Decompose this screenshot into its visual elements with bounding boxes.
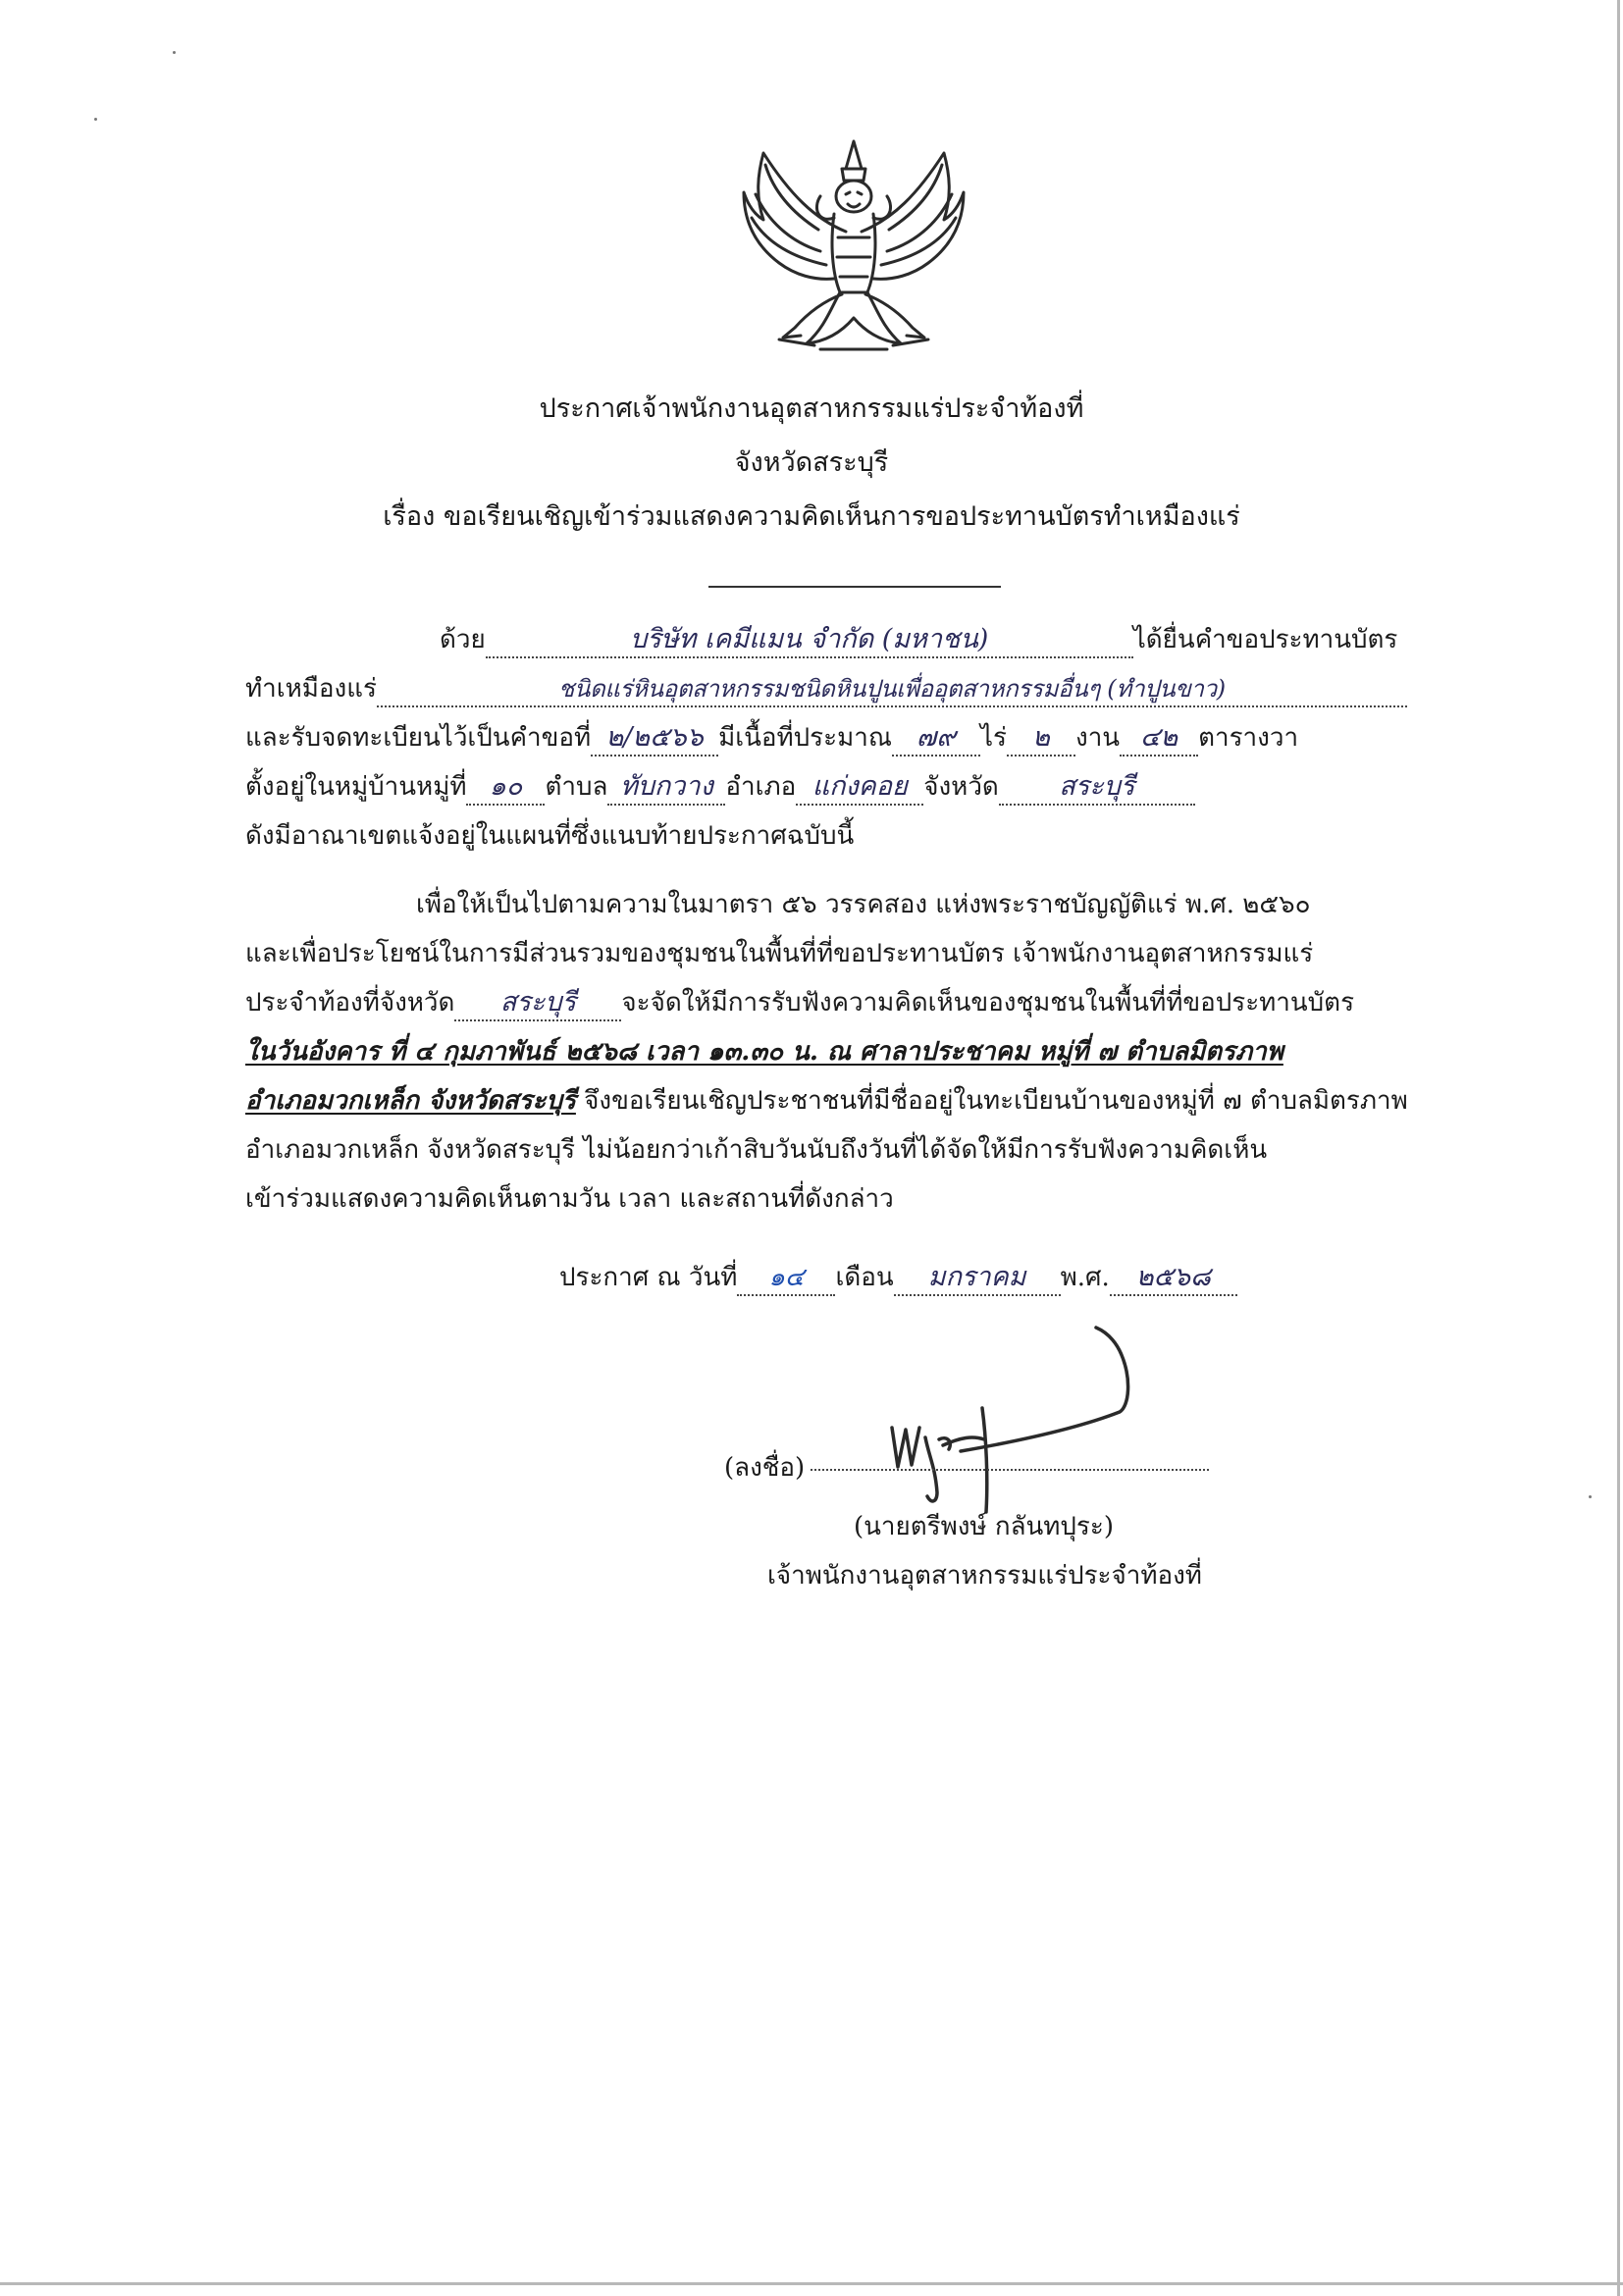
year-field: ๒๕๖๘ <box>1110 1261 1237 1296</box>
para2-line5 <box>245 1081 1408 1121</box>
district-field: แก่งคอย <box>796 770 923 806</box>
scan-speck <box>94 118 97 121</box>
page-edge-right <box>1617 0 1620 2296</box>
scan-speck <box>1589 1495 1592 1498</box>
label-registered: และรับจดทะเบียนไว้เป็นคำขอที่ <box>245 723 592 753</box>
title-divider <box>708 586 1001 588</box>
signature-line <box>811 1469 1209 1471</box>
subject-title: เรื่อง ขอเรียนเชิญเข้าร่วมแสดงความคิดเห็นการขอประทานบัตรทำเหมืองแร่ <box>383 501 1240 532</box>
para1-line2 <box>245 669 1407 708</box>
company-field: บริษัท เคมีแมน จำกัด (มหาชน) <box>486 623 1133 658</box>
label-rai: ไร่ <box>979 723 1008 753</box>
label-submitted: ได้ยื่นคำขอประทานบัตร <box>1132 625 1398 654</box>
scan-speck <box>173 51 176 54</box>
para1-line4 <box>245 767 1195 807</box>
label-ngan: งาน <box>1075 723 1121 753</box>
signer-position: เจ้าพนักงานอุตสาหกรรมแร่ประจำท้องที่ <box>767 1561 1202 1591</box>
para1-line3 <box>245 718 1298 757</box>
hearing-text: จะจัดให้มีการรับฟังความคิดเห็นของชุมชนในพื้นที่ที่ขอประทานบัตร <box>621 988 1355 1018</box>
label-month: เดือน <box>835 1263 894 1292</box>
label-subdistrict: ตำบล <box>545 772 608 802</box>
page-edge-bottom <box>0 2282 1623 2285</box>
para2-line2: และเพื่อประโยชน์ในการมีส่วนรวมของชุมชนในพื้นที่ที่ขอประทานบัตร เจ้าพนักงานอุตสาหกรรมแร่ <box>245 939 1314 968</box>
ngan-field: ๒ <box>1007 721 1075 757</box>
month-field: มกราคม <box>894 1261 1061 1296</box>
invitation-text: จึงขอเรียนเชิญประชาชนที่มีชื่ออยู่ในทะเบียนบ้านของหมู่ที่ ๗ ตำบลมิตรภาพ <box>575 1086 1408 1116</box>
para2-line7: เข้าร่วมแสดงความคิดเห็นตามวัน เวลา และสถานที่ดังกล่าว <box>245 1184 894 1214</box>
signer-name: (นายตรีพงษ์ กลันทปุระ) <box>854 1512 1115 1541</box>
para1-closing: ดังมีอาณาเขตแจ้งอยู่ในแผนที่ซึ่งแนบท้ายประกาศฉบับนี้ <box>245 821 855 851</box>
hearing-date-place: ในวันอังคาร ที่ ๔ กุมภาพันธ์ ๒๕๖๘ เวลา ๑๓.๓๐ น. ณ ศาลาประชาคม หมู่ที่ ๗ ตำบลมิตรภาพ <box>245 1037 1283 1067</box>
label-district: อำเภอ <box>725 772 797 802</box>
para2-line3 <box>245 983 1354 1022</box>
hearing-district: อำเภอมวกเหล็ก จังหวัดสระบุรี <box>245 1086 576 1116</box>
rai-field: ๗๙ <box>892 721 980 757</box>
handwritten-signature <box>878 1320 1143 1516</box>
wa-field: ๔๒ <box>1120 721 1198 757</box>
garuda-emblem-icon <box>736 135 971 361</box>
hearing-province-field: สระบุรี <box>454 986 621 1021</box>
para2-line1: เพื่อให้เป็นไปตามความในมาตรา ๕๖ วรรคสอง แห่งพระราชบัญญัติแร่ พ.ศ. ๒๕๖๐ <box>416 890 1311 919</box>
announcement-date-line <box>559 1258 1237 1297</box>
subdistrict-field: ทับกวาง <box>607 770 725 806</box>
label-mining: ทำเหมืองแร่ <box>245 674 377 704</box>
label-province: จังหวัด <box>923 772 999 802</box>
province-title: จังหวัดสระบุรี <box>734 447 889 478</box>
para1-line1 <box>440 620 1397 659</box>
mineral-type-field: ชนิดแร่หินอุตสาหกรรมชนิดหินปูนเพื่ออุตสาหกรรมอื่นๆ (ทำปูนขาว) <box>377 672 1407 707</box>
day-field: ๑๔ <box>737 1261 835 1296</box>
label-signed: (ลงชื่อ) <box>724 1453 806 1483</box>
label-area: มีเนื้อที่ประมาณ <box>718 723 892 753</box>
request-number-field: ๒/๒๕๖๖ <box>591 721 718 757</box>
announcement-title: ประกาศเจ้าพนักงานอุตสาหกรรมแร่ประจำท้องที่ <box>539 393 1084 424</box>
province-field: สระบุรี <box>999 770 1195 806</box>
label-announced: ประกาศ ณ วันที่ <box>559 1263 738 1292</box>
label-wa: ตารางวา <box>1198 723 1299 753</box>
label-year: พ.ศ. <box>1060 1263 1110 1292</box>
para2-line6: อำเภอมวกเหล็ก จังหวัดสระบุรี ไม่น้อยกว่าเก้าสิบวันนับถึงวันที่ได้จัดให้มีการรับฟังความคิดเห็น <box>245 1135 1268 1165</box>
label-province-office: ประจำท้องที่จังหวัด <box>245 988 455 1018</box>
label-by: ด้วย <box>440 625 486 654</box>
label-village: ตั้งอยู่ในหมู่บ้านหมู่ที่ <box>245 772 467 802</box>
para2-line4 <box>245 1032 1283 1071</box>
village-number-field: ๑๐ <box>466 770 545 806</box>
